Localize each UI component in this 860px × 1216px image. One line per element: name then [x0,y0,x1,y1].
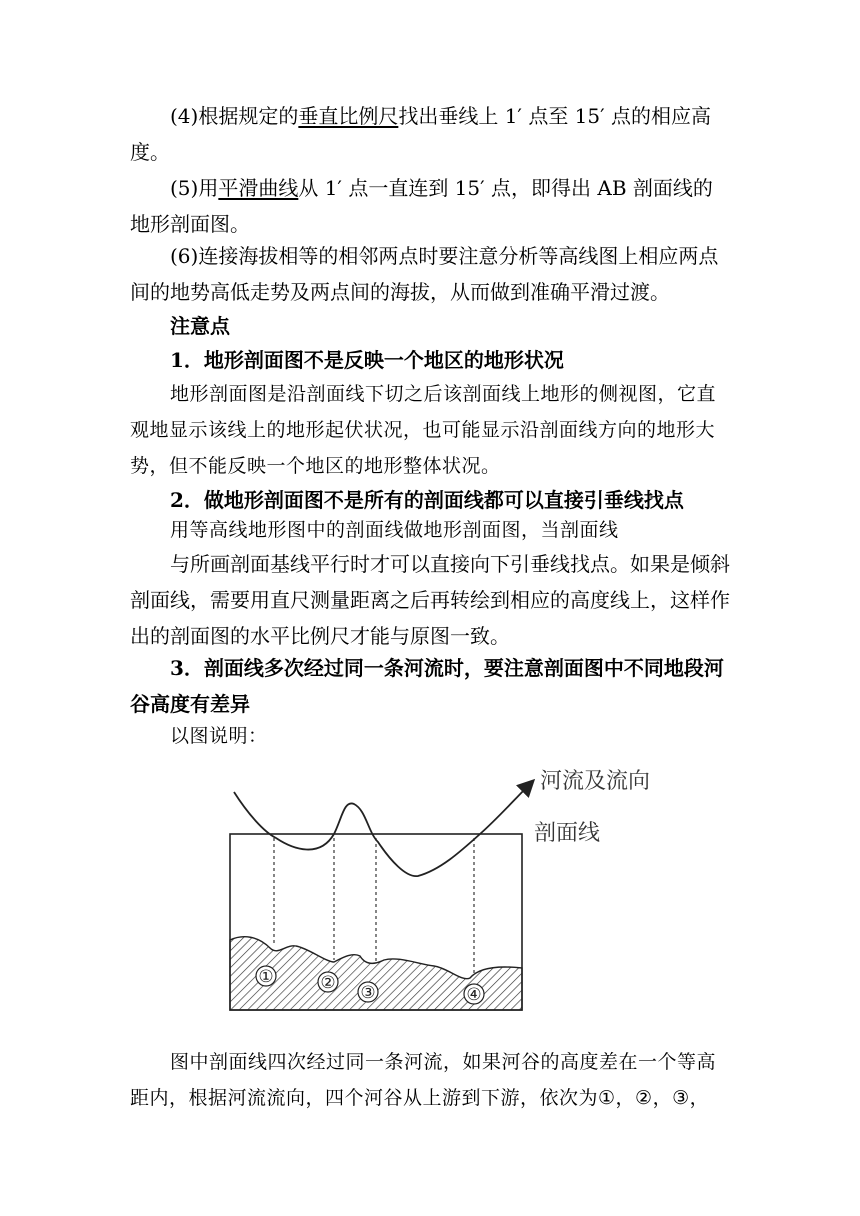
step-5-text-end: 从 1′ 点一直连到 15′ 点，即得出 AB 剖面线的地形剖面图。 [130,176,713,236]
marker-4: ④ [466,985,482,1005]
paragraph-step-5 [130,170,730,242]
marker-3: ③ [360,983,376,1003]
paragraph-point-2-a: 用等高线地形图中的剖面线做地形剖面图，当剖面线 [170,519,619,541]
smooth-curve-term: 平滑曲线 [218,176,299,200]
section-line-label: 剖面线 [534,821,601,846]
river-label: 河流及流向 [540,769,651,794]
heading-point-1: 1．地形剖面图不是反映一个地区的地形状况 [170,348,564,372]
vertical-scale-term: 垂直比例尺 [298,104,399,128]
paragraph-conclusion: 图中剖面线四次经过同一条河流，如果河谷的高度差在一个等高距内，根据河流流向，四个河谷从上游到下游，依次为①，②，③， [130,1051,717,1109]
marker-1: ① [258,967,274,987]
note-title: 注意点 [170,314,230,338]
river-profile-figure [208,752,680,1038]
step-4-text: (4)根据规定的 [170,104,299,128]
paragraph-step-4 [130,98,730,170]
heading-point-3: 3．剖面线多次经过同一条河流时，要注意剖面图中不同地段河谷高度有差异 [130,656,724,716]
paragraph-point-1: 地形剖面图是沿剖面线下切之后该剖面线上地形的侧视图，它直观地显示该线上的地形起伏状况，也可能显示沿剖面线方向的地形大势，但不能反映一个地区的地形整体状况。 [130,383,717,477]
figure-intro: 以图说明： [170,725,268,747]
step-4-text-end: 找出垂线上 1′ 点至 15′ 点的相应高度。 [130,104,712,164]
step-5-text: (5)用 [170,176,219,200]
paragraph-point-2-b: 与所画剖面基线平行时才可以直接向下引垂线找点。如果是倾斜剖面线，需要用直尺测量距离之后再转绘到相应的高度线上，这样作出的剖面图的水平比例尺才能与原图一致。 [130,552,730,648]
river-curve [234,784,530,876]
marker-2: ② [320,973,336,993]
heading-point-2: 2．做地形剖面图不是所有的剖面线都可以直接引垂线找点 [170,488,684,512]
paragraph-step-6: (6)连接海拔相等的相邻两点时要注意分析等高线图上相应两点间的地势高低走势及两点间的海拔，从而做到准确平滑过渡。 [130,244,719,304]
